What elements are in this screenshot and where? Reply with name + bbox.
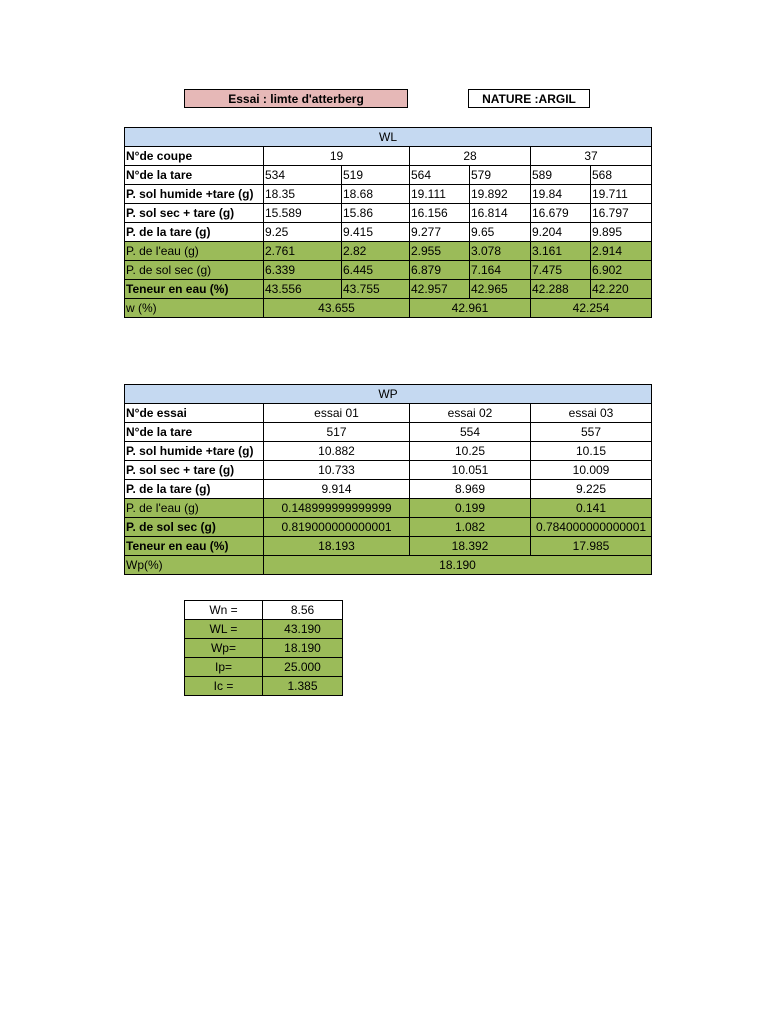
table-row (125, 166, 652, 185)
table-header-row (125, 385, 652, 404)
summary-value: 1.385 (263, 677, 343, 696)
cell: 10.15 (531, 442, 652, 461)
cell: 6.339 (264, 261, 342, 280)
table-row (125, 185, 652, 204)
essai-name: essai 03 (531, 404, 652, 423)
table-row (125, 556, 652, 575)
table-row (125, 442, 652, 461)
cell: 3.161 (531, 242, 591, 261)
row-label: P. sol humide +tare (g) (125, 442, 264, 461)
wl-title: WL (125, 128, 652, 147)
cell: 15.589 (264, 204, 342, 223)
row-label: N°de coupe (125, 147, 264, 166)
cell: 18.193 (264, 537, 410, 556)
cell: 42.288 (531, 280, 591, 299)
cell: 0.141 (531, 499, 652, 518)
coupe-number: 28 (410, 147, 531, 166)
cell: 43.755 (342, 280, 410, 299)
table-row (125, 537, 652, 556)
cell: 42.961 (410, 299, 531, 318)
cell: 517 (264, 423, 410, 442)
coupe-row (125, 147, 652, 166)
summary-label: Ip= (185, 658, 263, 677)
cell: 15.86 (342, 204, 410, 223)
row-label: P. sol humide +tare (g) (125, 185, 264, 204)
cell: 16.156 (410, 204, 470, 223)
cell: 1.082 (410, 518, 531, 537)
cell: 19.711 (591, 185, 652, 204)
table-row (125, 261, 652, 280)
cell: 19.84 (531, 185, 591, 204)
row-label: N°de la tare (125, 166, 264, 185)
cell: 43.556 (264, 280, 342, 299)
summary-label: WL = (185, 620, 263, 639)
cell: 2.955 (410, 242, 470, 261)
summary-label: Wn = (185, 601, 263, 620)
wp-title: WP (125, 385, 652, 404)
essai-row (125, 404, 652, 423)
summary-label: Wp= (185, 639, 263, 658)
cell: 2.914 (591, 242, 652, 261)
cell: 6.902 (591, 261, 652, 280)
row-label: P. de sol sec (g) (125, 518, 264, 537)
row-label: P. sol sec + tare (g) (125, 204, 264, 223)
soil-nature: NATURE :ARGIL (468, 89, 590, 108)
cell: 42.957 (410, 280, 470, 299)
table-row (125, 242, 652, 261)
row-label: P. sol sec + tare (g) (125, 461, 264, 480)
cell: 9.895 (591, 223, 652, 242)
row-label: P. de l'eau (g) (125, 242, 264, 261)
cell: 19.111 (410, 185, 470, 204)
summary-row (185, 620, 343, 639)
cell: 564 (410, 166, 470, 185)
table-row (125, 518, 652, 537)
table-row (125, 480, 652, 499)
cell: 9.225 (531, 480, 652, 499)
cell: 534 (264, 166, 342, 185)
cell: 16.679 (531, 204, 591, 223)
cell: 9.415 (342, 223, 410, 242)
cell: 9.914 (264, 480, 410, 499)
row-label: P. de sol sec (g) (125, 261, 264, 280)
cell: 18.190 (264, 556, 652, 575)
cell: 519 (342, 166, 410, 185)
summary-row (185, 658, 343, 677)
cell: 6.445 (342, 261, 410, 280)
cell: 0.199 (410, 499, 531, 518)
cell: 10.25 (410, 442, 531, 461)
essai-name: essai 02 (410, 404, 531, 423)
summary-row (185, 677, 343, 696)
cell: 8.969 (410, 480, 531, 499)
cell: 0.784000000000001 (531, 518, 652, 537)
liquid-limit-table (124, 127, 652, 318)
row-label: P. de la tare (g) (125, 223, 264, 242)
cell: 0.148999999999999 (264, 499, 410, 518)
cell: 10.009 (531, 461, 652, 480)
cell: 17.985 (531, 537, 652, 556)
table-row (125, 461, 652, 480)
row-label: P. de la tare (g) (125, 480, 264, 499)
cell: 3.078 (470, 242, 531, 261)
table-row (125, 499, 652, 518)
table-header-row (125, 128, 652, 147)
cell: 0.819000000000001 (264, 518, 410, 537)
cell: 7.475 (531, 261, 591, 280)
cell: 557 (531, 423, 652, 442)
row-label: w (%) (125, 299, 264, 318)
summary-label: Ic = (185, 677, 263, 696)
table-row (125, 299, 652, 318)
cell: 9.204 (531, 223, 591, 242)
summary-value: 25.000 (263, 658, 343, 677)
summary-row (185, 601, 343, 620)
cell: 18.68 (342, 185, 410, 204)
cell: 554 (410, 423, 531, 442)
row-label: Wp(%) (125, 556, 264, 575)
cell: 42.965 (470, 280, 531, 299)
cell: 18.35 (264, 185, 342, 204)
test-title: Essai : limte d'atterberg (184, 89, 408, 108)
cell: 9.277 (410, 223, 470, 242)
cell: 579 (470, 166, 531, 185)
summary-table (184, 600, 343, 696)
cell: 568 (591, 166, 652, 185)
row-label: N°de essai (125, 404, 264, 423)
row-label: P. de l'eau (g) (125, 499, 264, 518)
summary-value: 18.190 (263, 639, 343, 658)
cell: 16.797 (591, 204, 652, 223)
table-row (125, 423, 652, 442)
coupe-number: 19 (264, 147, 410, 166)
cell: 589 (531, 166, 591, 185)
summary-value: 43.190 (263, 620, 343, 639)
table-row (125, 280, 652, 299)
summary-value: 8.56 (263, 601, 343, 620)
cell: 9.25 (264, 223, 342, 242)
cell: 42.254 (531, 299, 652, 318)
cell: 10.882 (264, 442, 410, 461)
cell: 7.164 (470, 261, 531, 280)
cell: 2.761 (264, 242, 342, 261)
cell: 10.733 (264, 461, 410, 480)
cell: 16.814 (470, 204, 531, 223)
cell: 9.65 (470, 223, 531, 242)
essai-name: essai 01 (264, 404, 410, 423)
cell: 10.051 (410, 461, 531, 480)
table-row (125, 223, 652, 242)
table-row (125, 204, 652, 223)
coupe-number: 37 (531, 147, 652, 166)
plastic-limit-table (124, 384, 652, 575)
cell: 18.392 (410, 537, 531, 556)
cell: 43.655 (264, 299, 410, 318)
cell: 6.879 (410, 261, 470, 280)
cell: 19.892 (470, 185, 531, 204)
summary-row (185, 639, 343, 658)
cell: 42.220 (591, 280, 652, 299)
row-label: Teneur en eau (%) (125, 280, 264, 299)
cell: 2.82 (342, 242, 410, 261)
row-label: N°de la tare (125, 423, 264, 442)
row-label: Teneur en eau (%) (125, 537, 264, 556)
